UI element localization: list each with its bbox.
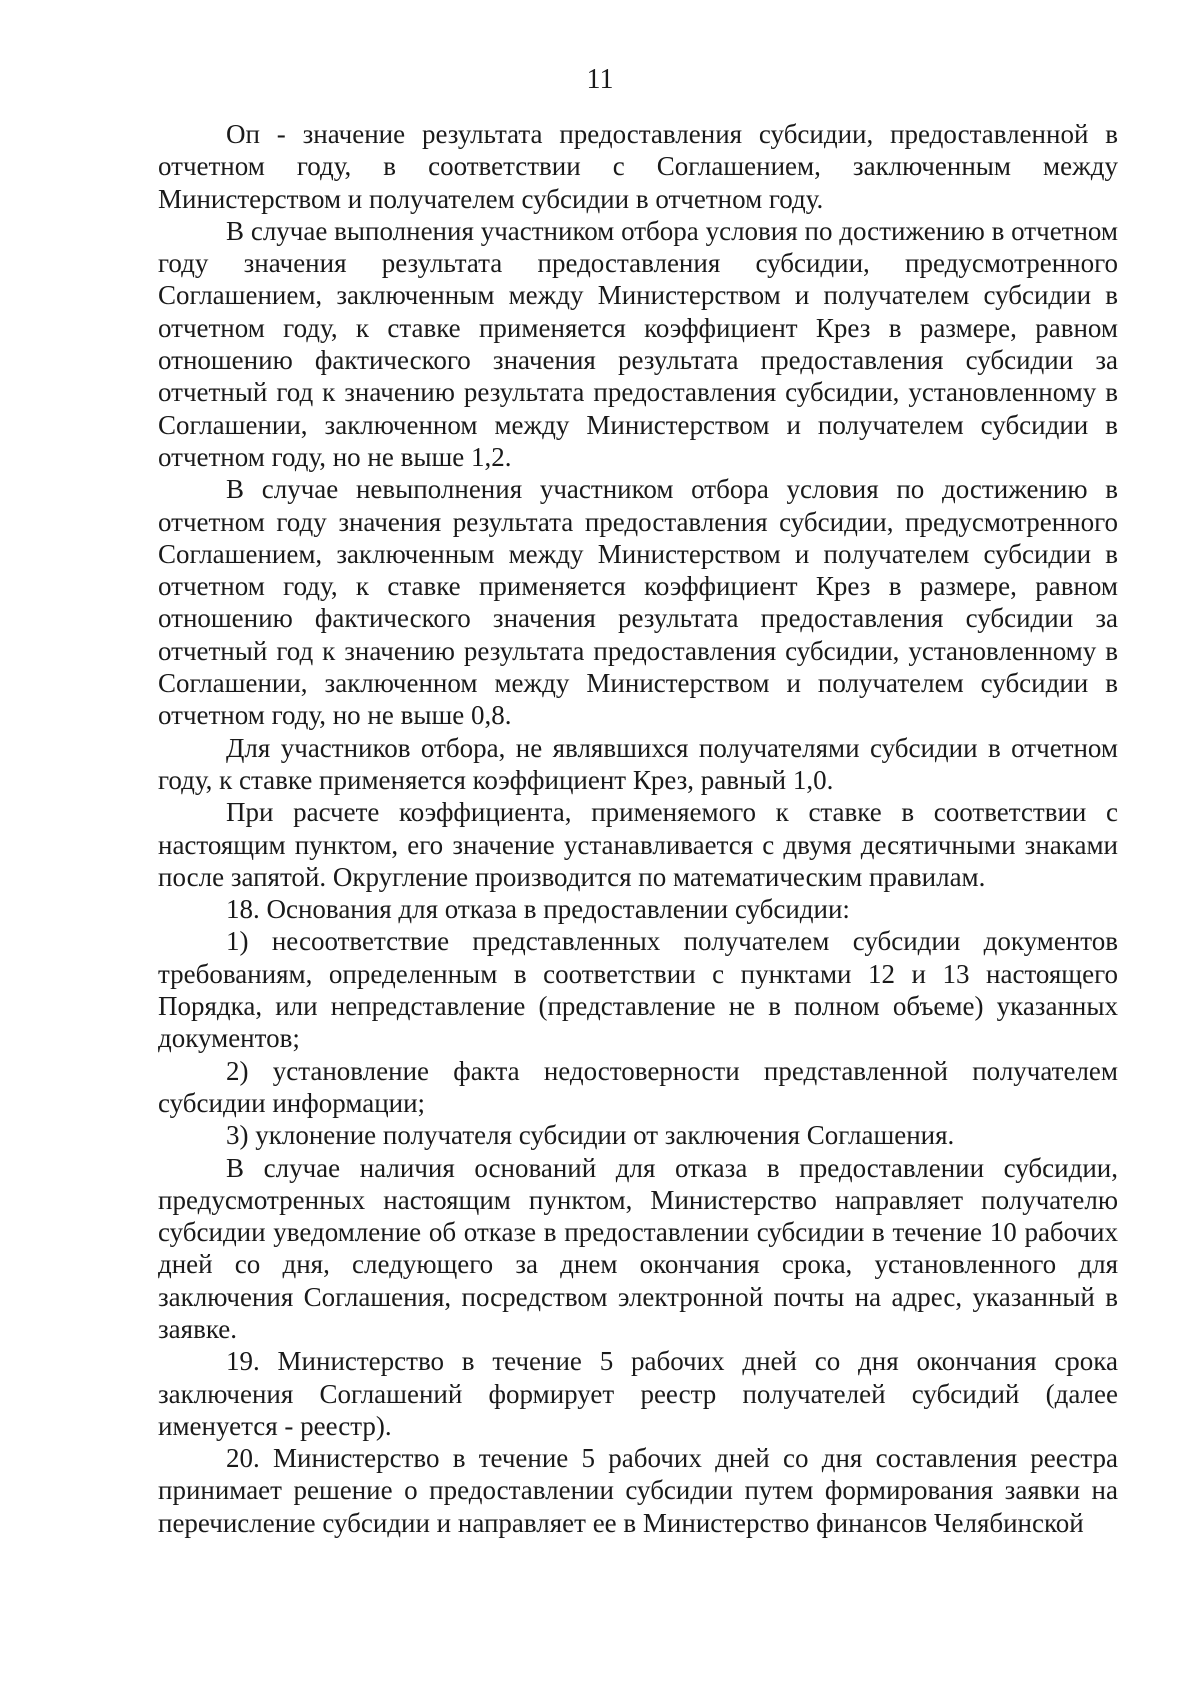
- paragraph-non-recipients: Для участников отбора, не являвшихся получателями субсидии в отчетном году, к ставке применяется коэффициент Крез, равный 1,0.: [158, 732, 1118, 795]
- paragraph-refusal-notice: В случае наличия оснований для отказа в предоставлении субсидии, предусмотренных настоящим пунктом, Министерство направляет получателю субсидии уведомление об отказе в предоставлении субсидии в течение 10 рабочих дней со дня, следующего за днем окончания срока, установленного для заключения Соглашения, посредством электронной почты на адрес, указанный в заявке.: [158, 1152, 1118, 1344]
- paragraph-rounding: При расчете коэффициента, применяемого к ставке в соответствии с настоящим пунктом, его значение устанавливается с двумя десятичными знаками после запятой. Округление производится по математическим правилам.: [158, 797, 1118, 892]
- document-body: [158, 118, 1118, 1539]
- page-number: 11: [586, 64, 614, 95]
- paragraph-subitem-3: 3) уклонение получателя субсидии от заключения Соглашения.: [226, 1120, 955, 1151]
- paragraph-item-18: 18. Основания для отказа в предоставлении субсидии:: [226, 894, 850, 925]
- paragraph-fulfillment-case: В случае выполнения участником отбора условия по достижению в отчетном году значения результата предоставления субсидии, предусмотренного Соглашением, заключенным между Министерством и получателем субсидии в отчетном году, к ставке применяется коэффициент Крез в размере, равном отношению фактического значения результата предоставления субсидии за отчетный год к значению результата предоставления субсидии, установленному в Соглашении, заключенном между Министерством и получателем субсидии в отчетном году, но не выше 1,2.: [158, 215, 1118, 472]
- paragraph-subitem-2: 2) установление факта недостоверности представленной получателем субсидии информации;: [158, 1055, 1118, 1118]
- paragraph-item-19: 19. Министерство в течение 5 рабочих дней со дня окончания срока заключения Соглашений формирует реестр получателей субсидий (далее именуется - реестр).: [158, 1346, 1118, 1441]
- paragraph-subitem-1: 1) несоответствие представленных получателем субсидии документов требованиям, определенным в соответствии с пунктами 12 и 13 настоящего Порядка, или непредставление (представление не в полном объеме) указанных документов;: [158, 926, 1118, 1054]
- paragraph-item-20: 20. Министерство в течение 5 рабочих дней со дня составления реестра принимает решение о предоставлении субсидии путем формирования заявки на перечисление субсидии и направляет ее в Министерство финансов Челябинской: [158, 1443, 1118, 1538]
- paragraph-nonfulfillment-case: В случае невыполнения участником отбора условия по достижению в отчетном году значения результата предоставления субсидии, предусмотренного Соглашением, заключенным между Министерством и получателем субсидии в отчетном году, к ставке применяется коэффициент Крез в размере, равном отношению фактического значения результата предоставления субсидии за отчетный год к значению результата предоставления субсидии, установленному в Соглашении, заключенном между Министерством и получателем субсидии в отчетном году, но не выше 0,8.: [158, 474, 1118, 731]
- paragraph-op-definition: Оп - значение результата предоставления субсидии, предоставленной в отчетном году, в соответствии с Соглашением, заключенным между Министерством и получателем субсидии в отчетном году.: [158, 119, 1118, 214]
